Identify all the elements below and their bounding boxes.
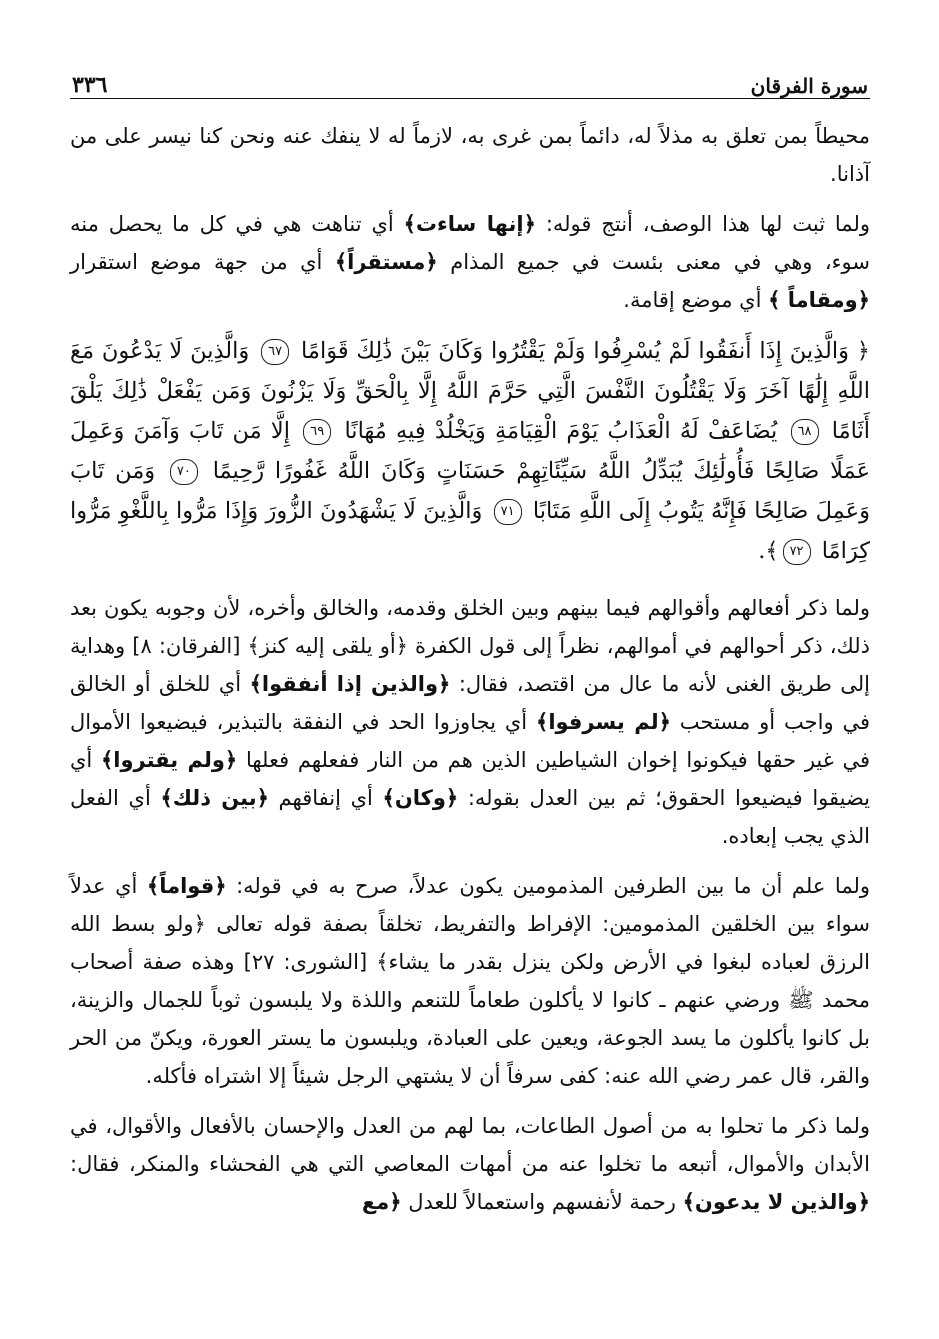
- quote: ﴿قواماً﴾: [146, 874, 227, 898]
- verse-text: وَمَن تَابَ وَعَمِلَ صَالِحًا فَإِنَّهُ يَتُوبُ إِلَى اللَّهِ مَتَابًا: [70, 458, 870, 524]
- quote: ﴿ومقاماً ﴾: [768, 288, 870, 312]
- page-body: [70, 117, 870, 1221]
- text: ولما علم أن ما بين الطرفين المذمومين يكون عدلاً، صرح به في قوله:: [226, 874, 870, 898]
- page-number: ٣٣٦: [72, 72, 108, 98]
- quote: ﴿وكان﴾: [382, 786, 459, 810]
- verse-text: يُضَاعَفْ لَهُ الْعَذَابُ يَوْمَ الْقِيَامَةِ وَيَخْلُدْ فِيهِ مُهَانًا: [344, 418, 778, 444]
- verse-text: ﴿ وَالَّذِينَ إِذَا أَنفَقُوا لَمْ يُسْرِفُوا وَلَمْ يَقْتُرُوا وَكَانَ بَيْنَ ذَٰلِكَ قَوَامًا: [301, 338, 870, 364]
- text: أي للخلق أو الخالق في واجب أو مستحب: [70, 672, 870, 734]
- paragraph-4: [70, 867, 870, 1095]
- text: ولما ذكر أفعالهم وأقوالهم فيما بينهم وبين الخلق وقدمه، والخالق وأخره، لأن وجوبه يكون بعد ذلك، ذكر أحوالهم في أموالهم، نظراً إلى قول الكفرة ﴿أو يلقى إليه كنز﴾ [الفرقان: ٨] وهداية إلى طريق الغنى لأنه ما عال من اقتصد، فقال:: [70, 596, 870, 696]
- quote: ﴿بين ذلك﴾: [160, 786, 269, 810]
- paragraph-5: [70, 1107, 870, 1221]
- text: رحمة لأنفسهم واستعمالاً للعدل: [401, 1190, 683, 1214]
- text: أي عدلاً سواء بين الخلقين المذمومين: الإفراط والتفريط، تخلقاً بصفة قوله تعالى ﴿ولو بسط الله الرزق لعباده لبغوا في الأرض ولكن ينزل بقدر ما يشاء﴾ [الشورى: ٢٧] وهذه صفة أصحاب محمد ﷺ ورضي عنهم ـ كانوا لا يأكلون طعاماً للتنعم واللذة ولا يلبسون ثوباً للجمال والزينة، بل كانوا يأكلون ما يسد الجوعة، ويعين على العبادة، ويلبسون ما يستر العورة، ويكنّ من الحر والقر، قال عمر رضي الله عنه: كفى سرفاً أن لا يشتهي الرجل شيئاً إلا اشتراه فأكله.: [70, 874, 870, 1088]
- text: أي موضع إقامة.: [623, 288, 769, 312]
- surah-title: سورة الفرقان: [750, 74, 868, 98]
- verse-text: وَالَّذِينَ لَا يَدْعُونَ مَعَ اللَّهِ إِلَٰهًا آخَرَ وَلَا يَقْتُلُونَ النَّفْسَ الَّتِي حَرَّمَ اللَّهُ إِلَّا بِالْحَقِّ وَلَا يَزْنُونَ وَمَن يَفْعَلْ ذَٰلِكَ يَلْقَ أَثَامًا: [70, 338, 871, 444]
- text: ولما ثبت لها هذا الوصف، أنتج قوله:: [535, 212, 870, 236]
- quote: ﴿والذين لا يدعون﴾: [682, 1190, 870, 1214]
- verse-text: وَالَّذِينَ لَا يَشْهَدُونَ الزُّورَ وَإِذَا مَرُّوا بِاللَّغْوِ مَرُّوا كِرَامًا: [70, 498, 870, 564]
- verse-number: ٧٢: [783, 539, 811, 565]
- paragraph-2: [70, 205, 870, 319]
- verse-number: ٦٨: [791, 419, 819, 445]
- paragraph-3: [70, 589, 870, 855]
- quote: ﴿والذين إذا أنفقوا﴾: [249, 672, 451, 696]
- quran-verse-block: [70, 331, 870, 571]
- book-page: [70, 58, 870, 1233]
- verse-number: ٧٠: [170, 459, 198, 485]
- page-header: [70, 58, 870, 99]
- text: أي يجاوزوا الحد في النفقة بالتبذير، فيضيعوا الأموال في غير حقها فيكونوا إخوان الشياطين الذين هم من النار ففعلهم فعلها: [70, 710, 870, 772]
- verse-text: إِلَّا مَن تَابَ وَآمَنَ وَعَمِلَ عَمَلًا صَالِحًا فَأُولَٰئِكَ يُبَدِّلُ اللَّهُ سَيِّئَاتِهِمْ حَسَنَاتٍ وَكَانَ اللَّهُ غَفُورًا رَّحِيمًا: [70, 418, 870, 484]
- quote: ﴿مستقراً﴾: [334, 250, 438, 274]
- text: ولما ذكر ما تحلوا به من أصول الطاعات، بما لهم من العدل والإحسان بالأفعال والأقوال، في الأبدان والأموال، أتبعه ما تخلوا عنه من أمهات المعاصي التي هي الفحشاء والمنكر، فقال:: [70, 1114, 870, 1176]
- verse-end: ﴾.: [758, 538, 779, 564]
- verse-number: ٦٧: [261, 339, 289, 365]
- text: أي يضيقوا فيضيعوا الحقوق؛ ثم بين العدل بقوله:: [70, 748, 871, 810]
- quote: ﴿لم يسرفوا﴾: [536, 710, 671, 734]
- quote: ﴿مع: [361, 1190, 402, 1214]
- paragraph-1: محيطاً بمن تعلق به مذلاً له، دائماً بمن غرى به، لازماً له لا ينفك عنه ونحن كنا نيسر على من آذانا.: [70, 124, 870, 186]
- text: أي الفعل الذي يجب إبعاده.: [70, 786, 870, 848]
- quote: ﴿إنها ساءت﴾: [403, 212, 536, 236]
- text: أي من جهة موضع استقرار: [70, 250, 335, 274]
- verse-number: ٧١: [494, 499, 522, 525]
- text: أي إنفاقهم: [268, 786, 383, 810]
- text: أي تناهت هي في كل ما يحصل منه سوء، وهي في معنى بئست في جميع المذام: [70, 212, 870, 274]
- verse-number: ٦٩: [303, 419, 331, 445]
- quote: ﴿ولم يقتروا﴾: [100, 748, 238, 772]
